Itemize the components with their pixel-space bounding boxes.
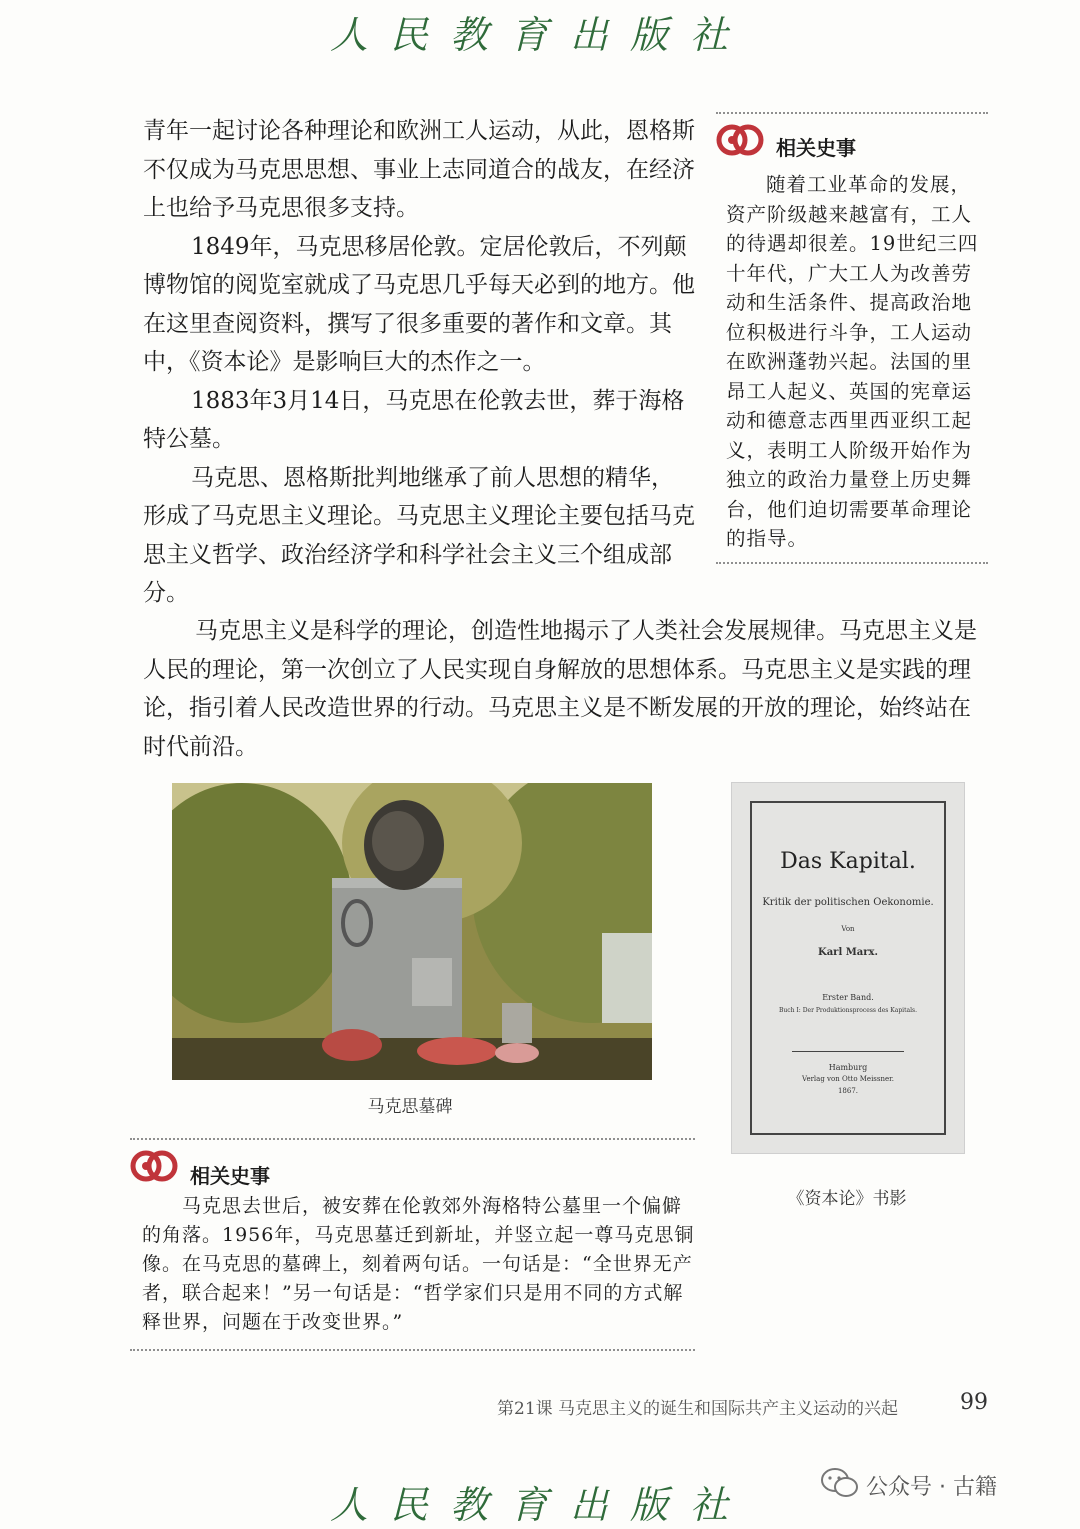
sidebar-bottom-divider [716,562,988,564]
sidebar-text: 随着工业革命的发展，资产阶级越来越富有，工人的待遇却很差。19世纪三四十年代，广大工人为改善劳动和生活条件、提高政治地位积极进行斗争，工人运动在欧洲蓬勃兴起。法国的里昂工人起义、英国的宪章运动和德意志西里西亚织工起义，表明工人阶级开始作为独立的政治力量登上历史舞台，他们迫切需要革命理论的指导。 [726,173,979,550]
page-number: 99 [960,1390,988,1415]
publisher-watermark-bottom: 人民教育出版社 [329,1483,750,1527]
tomb-illustration [172,783,652,1080]
bottom-box-title: 相关史事 [190,1164,270,1188]
book-author: Karl Marx. [818,947,878,958]
publisher-watermark-top: 人民教育出版社 [329,13,750,57]
marx-tomb-photo [172,783,652,1080]
book-volume: Erster Band. [822,993,874,1002]
lesson-footer: 第21课 马克思主义的诞生和国际共产主义运动的兴起 [497,1399,899,1419]
swirl-icon [130,1146,178,1186]
tomb-caption: 马克思墓碑 [367,1097,453,1117]
book-volume-subtitle: Buch I: Der Produktionsprocess des Kapitals. [779,1007,917,1014]
bottom-box-bottom-divider [130,1349,695,1351]
das-kapital-cover [731,782,965,1154]
book-city: Hamburg [828,1063,868,1072]
book-von: Von [841,925,855,933]
book-publisher: Verlag von Otto Meissner. [802,1075,894,1083]
book-caption: 《资本论》书影 [787,1189,907,1209]
book-subtitle: Kritik der politischen Oekonomie. [762,897,934,908]
sidebar-related-facts [716,112,988,564]
paragraph-3: 1883年3月14日，马克思在伦敦去世，葬于海格特公墓。 [143,387,685,452]
book-year: 1867. [837,1087,859,1095]
paragraph-1: 青年一起讨论各种理论和欧洲工人运动，从此，恩格斯不仅成为马克思思想、事业上志同道合的战友，在经济上也给予马克思很多支持。 [143,118,695,221]
wide-paragraph: 马克思主义是科学的理论，创造性地揭示了人类社会发展规律。马克思主义是人民的理论，第一次创立了人民实现自身解放的思想体系。马克思主义是实践的理论，指引着人民改造世界的行动。马克思主义是不断发展的开放的理论，始终站在时代前沿。 [143,618,977,760]
book-rule [792,1051,904,1052]
sidebar-title: 相关史事 [776,136,856,160]
paragraph-2: 1849年，马克思移居伦敦。定居伦敦后，不列颠博物馆的阅览室就成了马克思几乎每天必到的地方。他在这里查阅资料，撰写了很多重要的著作和文章。其中，《资本论》是影响巨大的杰作之一。 [143,233,695,375]
wechat-brand: 公众号 · 古籍 [866,1475,997,1500]
bottom-related-facts [130,1138,695,1351]
bottom-box-text: 马克思去世后，被安葬在伦敦郊外海格特公墓里一个偏僻的角落。1956年，马克思墓迁到新址，并竖立起一尊马克思铜像。在马克思的墓碑上，刻着两句话。一句话是：“全世界无产者，联合起来！”另一句话是：“哲学家们只是用不同的方式解释世界，问题在于改变世界。” [142,1195,695,1333]
book-title: Das Kapital. [780,849,916,874]
paragraph-4: 马克思、恩格斯批判地继承了前人思想的精华，形成了马克思主义理论。马克思主义理论主要包括马克思主义哲学、政治经济学和科学社会主义三个组成部分。 [143,464,695,606]
wechat-icon [820,1466,860,1500]
main-text-column [143,112,695,613]
swirl-icon [716,120,764,160]
